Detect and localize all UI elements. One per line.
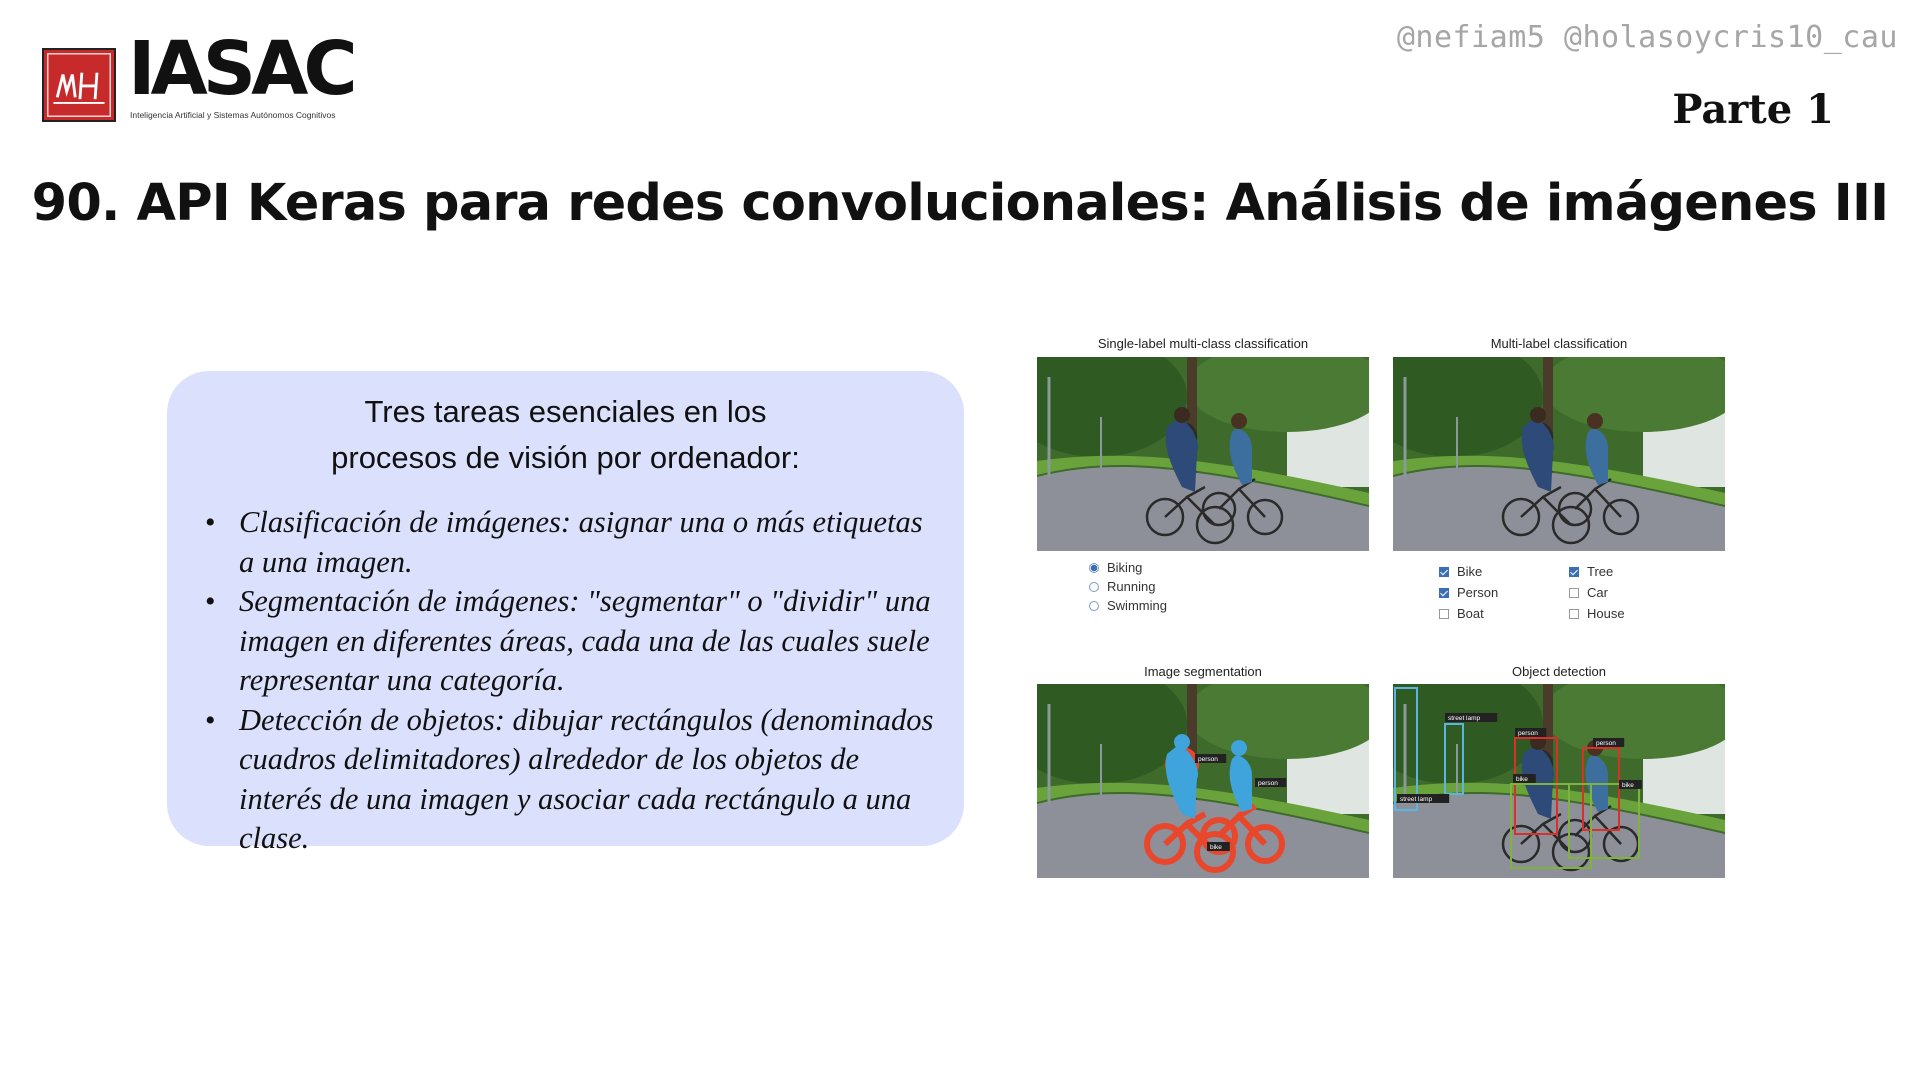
cyclists-photo [1393,357,1725,551]
card-heading-line: procesos de visión por ordenador: [331,440,800,475]
checkbox-empty-icon [1569,588,1579,598]
iasac-logo [42,26,362,128]
part-label: Parte 1 [1672,86,1834,133]
panel-title: Object detection [1512,664,1606,679]
radio-selected-icon [1089,563,1099,573]
logo-subtitle: Inteligencia Artificial y Sistemas Autónomos Cognitivos [130,110,336,120]
option-label: Boat [1457,606,1484,621]
detection-photo [1393,684,1725,878]
logo-text: IASAC [128,26,353,112]
option-label: Person [1457,585,1499,600]
task-list [205,503,945,859]
checkbox-checked-icon [1569,567,1579,577]
list-item: • Clasificación de imágenes: asignar una o más etiquetas a una imagen. [205,503,945,582]
radio-option[interactable] [1089,560,1142,575]
label-text: street lamp [1448,715,1481,722]
checkbox-option[interactable] [1569,606,1625,621]
segmentation-photo [1037,684,1369,878]
logo-mark-icon [42,48,116,122]
radio-option[interactable] [1089,579,1155,594]
photo-scene [1393,684,1725,878]
label-text: person [1518,730,1538,737]
label-text: bike [1210,844,1222,851]
cyclists-photo [1037,357,1369,551]
person-head [1174,407,1190,423]
checkbox-option[interactable] [1569,585,1608,600]
label-text: person [1258,780,1278,787]
checkbox-option[interactable] [1439,564,1482,579]
label-text: bike [1622,782,1634,789]
checkbox-empty-icon [1439,609,1449,619]
option-label: Running [1107,579,1156,594]
panel-title: Single-label multi-class classification [1097,336,1309,351]
social-handles: @nefiam5 @holasoycris10_cau [1396,20,1898,55]
slide-title: 90. API Keras para redes convolucionales: Análisis de imágenes III [31,174,1889,233]
person-head [1587,413,1603,429]
option-label: Biking [1107,560,1143,575]
option-label: Car [1587,585,1608,600]
panel-title: Image segmentation [1144,664,1262,679]
checkbox-option[interactable] [1439,606,1484,621]
card-heading-line: Tres tareas esenciales en los [364,394,767,429]
photo-scene [1037,357,1369,551]
checkbox-checked-icon [1439,567,1449,577]
option-label: Bike [1457,564,1483,579]
checkbox-option[interactable] [1569,564,1613,579]
list-item: • Detección de objetos: dibujar rectángulos (denominados cuadros delimitadores) alrededor de los objetos de interés de una imagen y asociar cada rectángulo a una clase. [205,701,945,859]
option-label: House [1587,606,1625,621]
label-text: street lamp [1400,796,1433,803]
checkbox-option[interactable] [1439,585,1498,600]
person-head [1530,407,1546,423]
option-label: Tree [1587,564,1614,579]
radio-empty-icon [1089,601,1099,611]
checkbox-empty-icon [1569,609,1579,619]
radio-empty-icon [1089,582,1099,592]
label-text: person [1596,740,1616,747]
card-heading [167,389,964,481]
label-text: bike [1516,776,1528,783]
person-head [1174,734,1190,750]
photo-scene [1037,684,1369,878]
person-head [1231,413,1247,429]
checkbox-checked-icon [1439,588,1449,598]
list-item: • Segmentación de imágenes: "segmentar" o "dividir" una imagen en diferentes áreas, cada una de las cuales suele representar una categoría. [205,582,945,701]
person-head [1231,740,1247,756]
label-text: person [1198,756,1218,763]
photo-scene [1393,357,1725,551]
panel-title: Multi-label classification [1490,336,1628,351]
radio-option[interactable] [1089,598,1167,613]
option-label: Swimming [1107,598,1167,613]
summary-card [167,371,964,855]
